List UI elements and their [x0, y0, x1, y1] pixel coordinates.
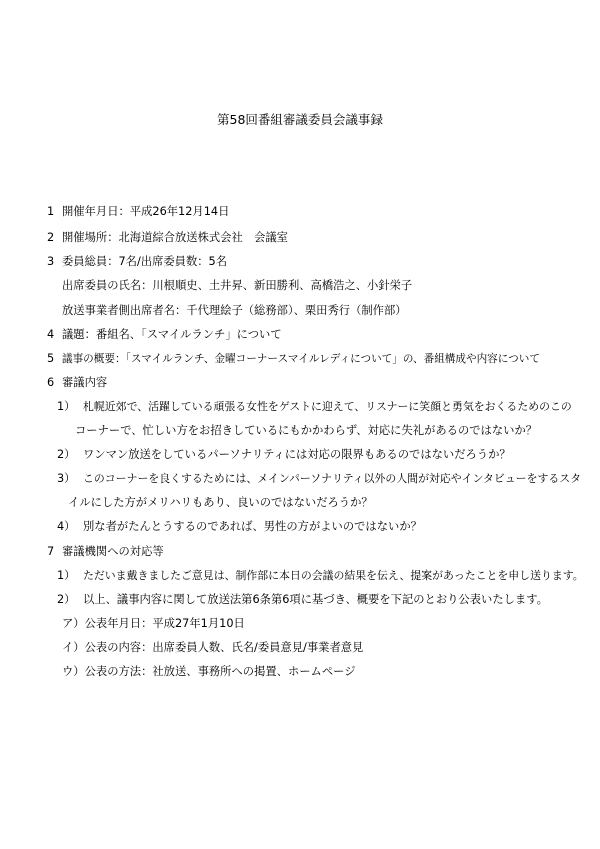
item-number: 2: [47, 231, 55, 244]
item-text: 札幌近郊で、活躍している頑張る女性をゲストに迎えて、リスナーに笑顔と勇気をおくるためのこの: [83, 400, 572, 413]
item-5: [47, 352, 540, 366]
document-title: 第58回番組審議委員会議事録: [217, 112, 383, 127]
item-7-publish-date: [62, 617, 245, 631]
item-text: 開催場所：北海道綜合放送株式会社 会議室: [62, 231, 288, 244]
item-7-publish-content: [62, 641, 363, 655]
item-7-publish-method: [62, 665, 356, 679]
item-text: ワンマン放送をしているパーソナリティには対応の限界もあるのではないだろうか？: [83, 448, 511, 461]
item-1: [47, 205, 229, 219]
item-6-3-cont: [68, 496, 373, 510]
item-text: ウ）公表の方法：社放送、事務所への掲置、ホームページ: [62, 665, 356, 678]
item-text: 以上、議事内容に関して放送法第6条第6項に基づき、概要を下記のとおり公表いたします。: [83, 593, 548, 606]
item-3-attendees: [62, 279, 412, 293]
item-number: 1）: [57, 400, 76, 413]
item-text: 別な者がたんとうするのであれば、男性の方がよいのではないか？: [83, 520, 422, 533]
item-7-1: [57, 569, 584, 583]
item-7-2: [57, 593, 548, 607]
item-6-1: [57, 400, 572, 414]
item-number: 2）: [57, 593, 76, 606]
item-text: 審議機関への対応等: [62, 545, 164, 558]
item-text: 委員総員：7名/出席委員数：5名: [62, 255, 228, 268]
item-text: 放送事業者側出席者名：千代理絵子（総務部）、栗田秀行（制作部）: [62, 304, 407, 317]
item-text: ただいま戴きましたご意見は、制作部に本日の会議の結果を伝え、提案があったことを申し送ります。: [83, 569, 584, 582]
item-text: 議題：番組名、「スマイルランチ」について: [62, 328, 282, 341]
item-number: 3）: [57, 472, 76, 485]
item-text: イ）公表の内容：出席委員人数、氏名/委員意見/事業者意見: [62, 641, 364, 654]
item-text: 開催年月日：平成26年12月14日: [62, 205, 230, 218]
item-number: 1: [47, 205, 55, 218]
item-text: このコーナーを良くするためには、メインパーソナリティ以外の人間が対応やインタビューをするスタ: [83, 472, 582, 485]
item-text: コーナーで、忙しい方をお招きしているにもかかわらず、対応に失礼があるのではないか？: [75, 424, 538, 437]
item-number: 7: [47, 545, 55, 558]
item-number: 4）: [57, 520, 76, 533]
item-6-3: [57, 472, 581, 486]
item-3: [47, 255, 227, 269]
item-text: 議事の概要：「スマイルランチ、金曜コーナースマイルレディについて」の、番組構成や内容について: [62, 353, 540, 365]
item-number: 2）: [57, 448, 76, 461]
item-6-2: [57, 448, 511, 462]
item-number: 3: [47, 255, 55, 268]
item-6-1-cont: [75, 424, 537, 438]
item-number: 4: [47, 328, 55, 341]
item-text: 出席委員の氏名：川根順史、土井昇、新田勝利、高橋浩之、小針栄子: [62, 279, 413, 292]
item-4: [47, 328, 282, 342]
item-3-staff: [62, 304, 407, 318]
item-6-4: [57, 520, 422, 534]
item-number: 1）: [57, 569, 76, 582]
item-text: ア）公表年月日：平成27年1月10日: [62, 617, 245, 630]
item-text: 審議内容: [62, 376, 108, 389]
item-6: [47, 376, 107, 390]
item-number: 6: [47, 376, 55, 389]
item-2: [47, 231, 288, 245]
item-7: [47, 545, 164, 559]
item-text: イルにした方がメリハリもあり、良いのではないだろうか？: [68, 496, 373, 509]
item-number: 5: [47, 352, 55, 365]
